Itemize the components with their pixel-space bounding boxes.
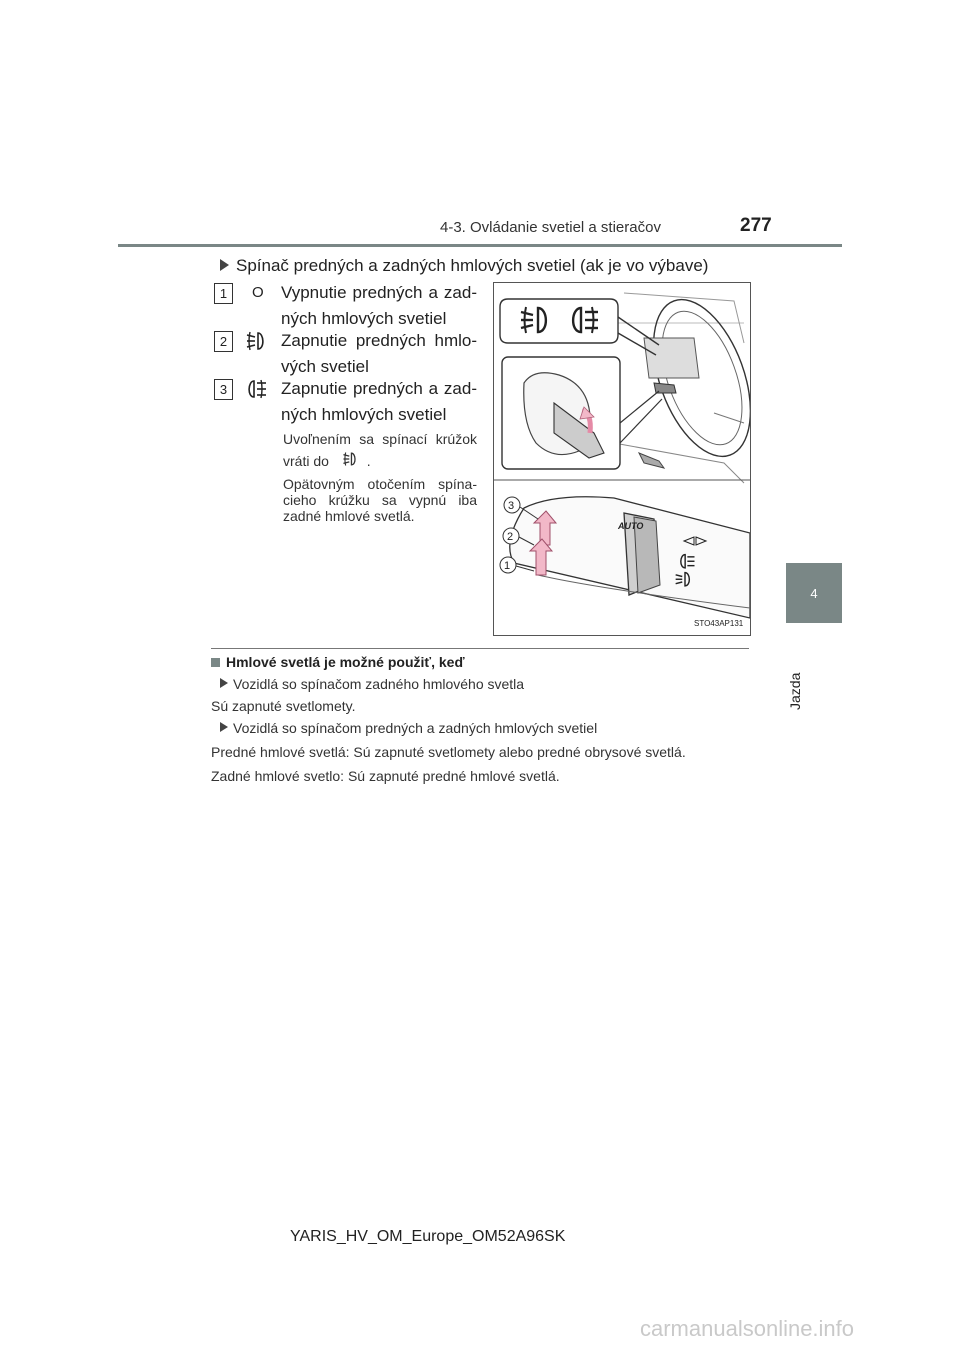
chapter-tab-number: 4: [810, 585, 818, 601]
off-symbol-icon: O: [252, 284, 264, 301]
main-heading: Spínač predných a zadných hmlových svetiel (ak je vo výbave): [220, 256, 708, 276]
page-number: 277: [740, 215, 772, 236]
callout-3: 3: [508, 500, 515, 512]
item-text-1: Vypnutie predných a zad- ných hmlových svetiel: [281, 283, 477, 328]
header-divider: [118, 244, 842, 247]
item-text-2: Zapnutie predných hmlo- vých svetiel: [281, 331, 477, 376]
section-title: 4-3. Ovládanie svetiel a stieračov: [440, 219, 661, 236]
watermark: carmanualsonline.info: [640, 1316, 855, 1341]
fog-switch-illustration: [493, 282, 751, 636]
condition-title-1: Vozidlá so spínačom zadného hmlového svetla: [220, 676, 524, 692]
item-number-1: 1: [214, 283, 233, 304]
triangle-bullet-icon: [220, 678, 228, 688]
front-fog-icon: [244, 330, 268, 357]
release-note: Uvoľnením sa spínací krúžok vráti do .: [283, 428, 477, 473]
again-note: Opätovným otočením spína- cieho krúžku sa vypnú iba zadné hmlové svetlá.: [283, 476, 477, 524]
condition-body-2a: Predné hmlové svetlá: Sú zapnuté svetlomety alebo predné obrysové svetlá.: [211, 744, 686, 760]
square-bullet-icon: [211, 658, 220, 667]
triangle-bullet-icon: [220, 259, 229, 271]
item-number-2: 2: [214, 331, 233, 352]
condition-title-2: Vozidlá so spínačom predných a zadných hmlových svetiel: [220, 720, 597, 736]
front-fog-small-icon: [341, 451, 359, 473]
callout-2: 2: [507, 531, 514, 543]
triangle-bullet-icon: [220, 722, 228, 732]
subsection-heading: Hmlové svetlá je možné použiť, keď: [211, 654, 465, 670]
footer-code: YARIS_HV_OM_Europe_OM52A96SK: [290, 1228, 566, 1245]
subsection-divider: [211, 648, 749, 649]
chapter-tab-label: Jazda: [787, 672, 803, 710]
condition-body-1: Sú zapnuté svetlomety.: [211, 698, 356, 714]
illustration-drawing: [494, 283, 750, 635]
item-number-3: 3: [214, 379, 233, 400]
condition-body-2b: Zadné hmlové svetlo: Sú zapnuté predné hmlové svetlá.: [211, 768, 560, 784]
auto-label: AUTO: [618, 521, 644, 531]
figure-code: STO43AP131: [694, 619, 744, 628]
item-text-3: Zapnutie predných a zad- ných hmlových svetiel: [281, 379, 477, 424]
callout-1: 1: [504, 560, 511, 572]
chapter-tab: [786, 563, 842, 623]
rear-fog-icon: [244, 378, 268, 405]
